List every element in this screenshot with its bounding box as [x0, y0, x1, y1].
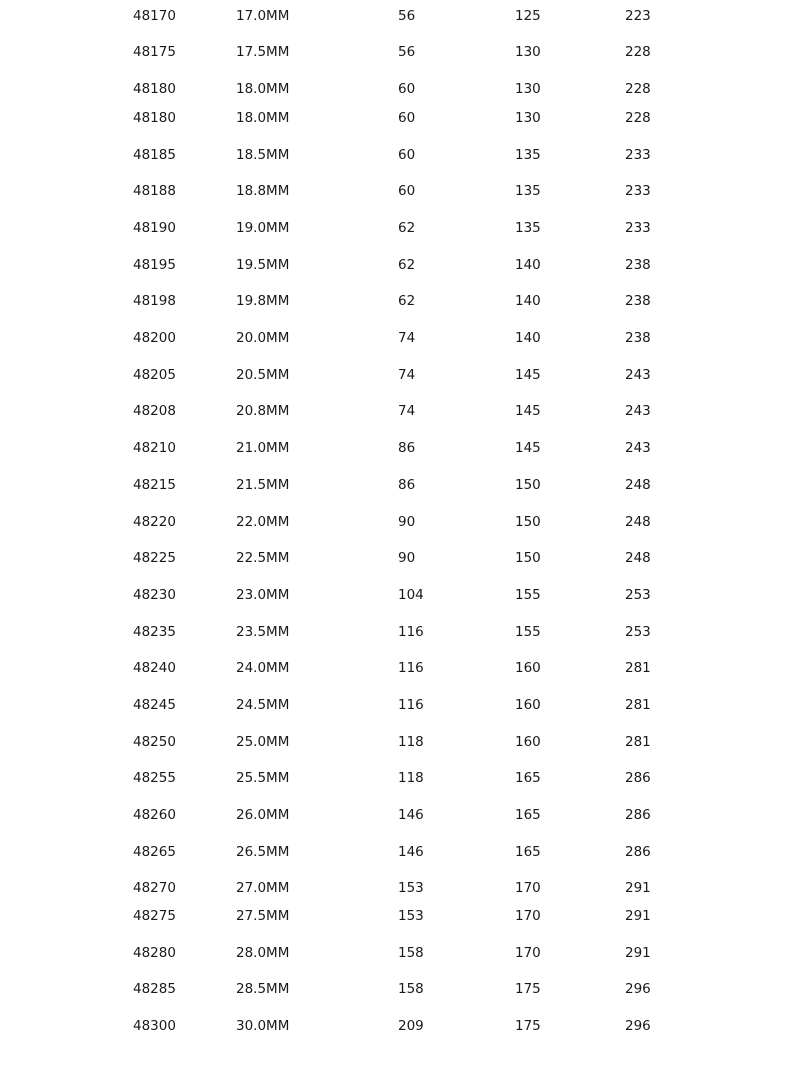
value-cell-5: 238: [625, 293, 651, 309]
size-cell: 20.5MM: [236, 367, 290, 383]
table-row: [0, 842, 790, 862]
value-cell-5: 233: [625, 147, 651, 163]
part-number-cell: 48205: [133, 367, 176, 383]
table-row: [0, 108, 790, 128]
value-cell-3: 146: [398, 844, 424, 860]
table-row: [0, 328, 790, 348]
part-number-cell: 48240: [133, 660, 176, 676]
value-cell-4: 130: [515, 110, 541, 126]
size-cell: 18.0MM: [236, 81, 290, 97]
value-cell-5: 286: [625, 807, 651, 823]
value-cell-5: 243: [625, 367, 651, 383]
value-cell-4: 150: [515, 514, 541, 530]
value-cell-3: 60: [398, 110, 416, 126]
value-cell-5: 281: [625, 697, 651, 713]
table-row: [0, 291, 790, 311]
value-cell-4: 135: [515, 147, 541, 163]
size-cell: 27.5MM: [236, 908, 290, 924]
table-row: [0, 6, 790, 26]
part-number-cell: 48198: [133, 293, 176, 309]
value-cell-5: 281: [625, 660, 651, 676]
value-cell-5: 291: [625, 945, 651, 961]
size-cell: 28.0MM: [236, 945, 290, 961]
value-cell-5: 223: [625, 8, 651, 24]
table-row: [0, 906, 790, 926]
value-cell-4: 165: [515, 770, 541, 786]
size-cell: 23.5MM: [236, 624, 290, 640]
value-cell-4: 170: [515, 908, 541, 924]
table-row: [0, 732, 790, 752]
value-cell-5: 253: [625, 587, 651, 603]
value-cell-4: 175: [515, 1018, 541, 1034]
value-cell-4: 145: [515, 440, 541, 456]
value-cell-3: 118: [398, 734, 424, 750]
table-row: [0, 512, 790, 532]
value-cell-4: 170: [515, 945, 541, 961]
size-cell: 30.0MM: [236, 1018, 290, 1034]
value-cell-3: 90: [398, 550, 416, 566]
table-row: [0, 622, 790, 642]
table-row: [0, 401, 790, 421]
part-number-cell: 48225: [133, 550, 176, 566]
size-cell: 26.5MM: [236, 844, 290, 860]
part-number-cell: 48245: [133, 697, 176, 713]
size-cell: 24.0MM: [236, 660, 290, 676]
value-cell-3: 104: [398, 587, 424, 603]
table-row: [0, 79, 790, 99]
value-cell-5: 243: [625, 440, 651, 456]
part-number-cell: 48195: [133, 257, 176, 273]
value-cell-3: 60: [398, 183, 416, 199]
table-row: [0, 943, 790, 963]
value-cell-3: 62: [398, 220, 416, 236]
size-cell: 19.8MM: [236, 293, 290, 309]
value-cell-5: 248: [625, 550, 651, 566]
size-cell: 20.0MM: [236, 330, 290, 346]
value-cell-4: 140: [515, 293, 541, 309]
value-cell-3: 74: [398, 330, 416, 346]
part-number-cell: 48285: [133, 981, 176, 997]
value-cell-3: 209: [398, 1018, 424, 1034]
part-number-cell: 48265: [133, 844, 176, 860]
value-cell-4: 155: [515, 624, 541, 640]
size-cell: 28.5MM: [236, 981, 290, 997]
value-cell-3: 62: [398, 293, 416, 309]
size-cell: 18.5MM: [236, 147, 290, 163]
value-cell-5: 228: [625, 44, 651, 60]
value-cell-4: 160: [515, 734, 541, 750]
value-cell-3: 56: [398, 8, 416, 24]
value-cell-4: 140: [515, 257, 541, 273]
value-cell-5: 238: [625, 257, 651, 273]
value-cell-4: 150: [515, 550, 541, 566]
part-number-cell: 48220: [133, 514, 176, 530]
part-number-cell: 48210: [133, 440, 176, 456]
table-row: [0, 658, 790, 678]
value-cell-5: 238: [625, 330, 651, 346]
part-number-cell: 48200: [133, 330, 176, 346]
size-cell: 25.0MM: [236, 734, 290, 750]
part-number-cell: 48188: [133, 183, 176, 199]
value-cell-3: 158: [398, 981, 424, 997]
value-cell-4: 150: [515, 477, 541, 493]
table-row: [0, 475, 790, 495]
part-number-cell: 48260: [133, 807, 176, 823]
size-cell: 17.5MM: [236, 44, 290, 60]
value-cell-5: 233: [625, 220, 651, 236]
size-cell: 21.5MM: [236, 477, 290, 493]
value-cell-3: 86: [398, 440, 416, 456]
value-cell-4: 175: [515, 981, 541, 997]
part-number-cell: 48170: [133, 8, 176, 24]
value-cell-5: 228: [625, 81, 651, 97]
table-row: [0, 695, 790, 715]
part-number-cell: 48180: [133, 81, 176, 97]
value-cell-4: 135: [515, 220, 541, 236]
part-number-cell: 48300: [133, 1018, 176, 1034]
part-number-cell: 48215: [133, 477, 176, 493]
value-cell-4: 140: [515, 330, 541, 346]
value-cell-4: 145: [515, 367, 541, 383]
table-row: [0, 979, 790, 999]
value-cell-3: 86: [398, 477, 416, 493]
size-cell: 26.0MM: [236, 807, 290, 823]
value-cell-3: 74: [398, 403, 416, 419]
value-cell-5: 248: [625, 514, 651, 530]
part-number-cell: 48275: [133, 908, 176, 924]
part-number-cell: 48235: [133, 624, 176, 640]
part-number-cell: 48208: [133, 403, 176, 419]
value-cell-5: 296: [625, 1018, 651, 1034]
part-number-cell: 48190: [133, 220, 176, 236]
value-cell-4: 130: [515, 44, 541, 60]
value-cell-4: 130: [515, 81, 541, 97]
part-number-cell: 48180: [133, 110, 176, 126]
value-cell-3: 56: [398, 44, 416, 60]
size-cell: 22.0MM: [236, 514, 290, 530]
value-cell-3: 60: [398, 81, 416, 97]
part-number-cell: 48270: [133, 880, 176, 896]
size-cell: 19.5MM: [236, 257, 290, 273]
table-row: [0, 768, 790, 788]
value-cell-3: 90: [398, 514, 416, 530]
value-cell-5: 286: [625, 844, 651, 860]
value-cell-5: 281: [625, 734, 651, 750]
value-cell-4: 165: [515, 807, 541, 823]
table-row: [0, 255, 790, 275]
size-cell: 21.0MM: [236, 440, 290, 456]
value-cell-4: 160: [515, 660, 541, 676]
value-cell-5: 286: [625, 770, 651, 786]
table-row: [0, 218, 790, 238]
value-cell-3: 60: [398, 147, 416, 163]
value-cell-3: 153: [398, 908, 424, 924]
part-number-cell: 48175: [133, 44, 176, 60]
table-row: [0, 181, 790, 201]
value-cell-5: 296: [625, 981, 651, 997]
size-cell: 18.8MM: [236, 183, 290, 199]
value-cell-5: 253: [625, 624, 651, 640]
size-cell: 17.0MM: [236, 8, 290, 24]
value-cell-4: 145: [515, 403, 541, 419]
value-cell-3: 62: [398, 257, 416, 273]
value-cell-5: 243: [625, 403, 651, 419]
size-cell: 25.5MM: [236, 770, 290, 786]
part-number-cell: 48230: [133, 587, 176, 603]
value-cell-3: 116: [398, 660, 424, 676]
size-cell: 20.8MM: [236, 403, 290, 419]
value-cell-4: 135: [515, 183, 541, 199]
value-cell-5: 228: [625, 110, 651, 126]
table-row: [0, 42, 790, 62]
part-number-cell: 48255: [133, 770, 176, 786]
part-number-cell: 48250: [133, 734, 176, 750]
size-cell: 27.0MM: [236, 880, 290, 896]
value-cell-5: 233: [625, 183, 651, 199]
table-row: [0, 548, 790, 568]
value-cell-4: 125: [515, 8, 541, 24]
table-row: [0, 438, 790, 458]
value-cell-3: 158: [398, 945, 424, 961]
size-cell: 22.5MM: [236, 550, 290, 566]
value-cell-3: 116: [398, 697, 424, 713]
value-cell-4: 170: [515, 880, 541, 896]
value-cell-3: 116: [398, 624, 424, 640]
value-cell-3: 74: [398, 367, 416, 383]
value-cell-4: 160: [515, 697, 541, 713]
part-number-cell: 48185: [133, 147, 176, 163]
value-cell-3: 153: [398, 880, 424, 896]
table-row: [0, 805, 790, 825]
size-cell: 18.0MM: [236, 110, 290, 126]
value-cell-4: 165: [515, 844, 541, 860]
table-row: [0, 585, 790, 605]
value-cell-3: 146: [398, 807, 424, 823]
value-cell-5: 291: [625, 880, 651, 896]
value-cell-5: 291: [625, 908, 651, 924]
value-cell-5: 248: [625, 477, 651, 493]
size-cell: 24.5MM: [236, 697, 290, 713]
value-cell-4: 155: [515, 587, 541, 603]
table-row: [0, 145, 790, 165]
table-row: [0, 878, 790, 898]
table-row: [0, 365, 790, 385]
part-number-cell: 48280: [133, 945, 176, 961]
size-cell: 19.0MM: [236, 220, 290, 236]
table-row: [0, 1016, 790, 1036]
size-cell: 23.0MM: [236, 587, 290, 603]
value-cell-3: 118: [398, 770, 424, 786]
